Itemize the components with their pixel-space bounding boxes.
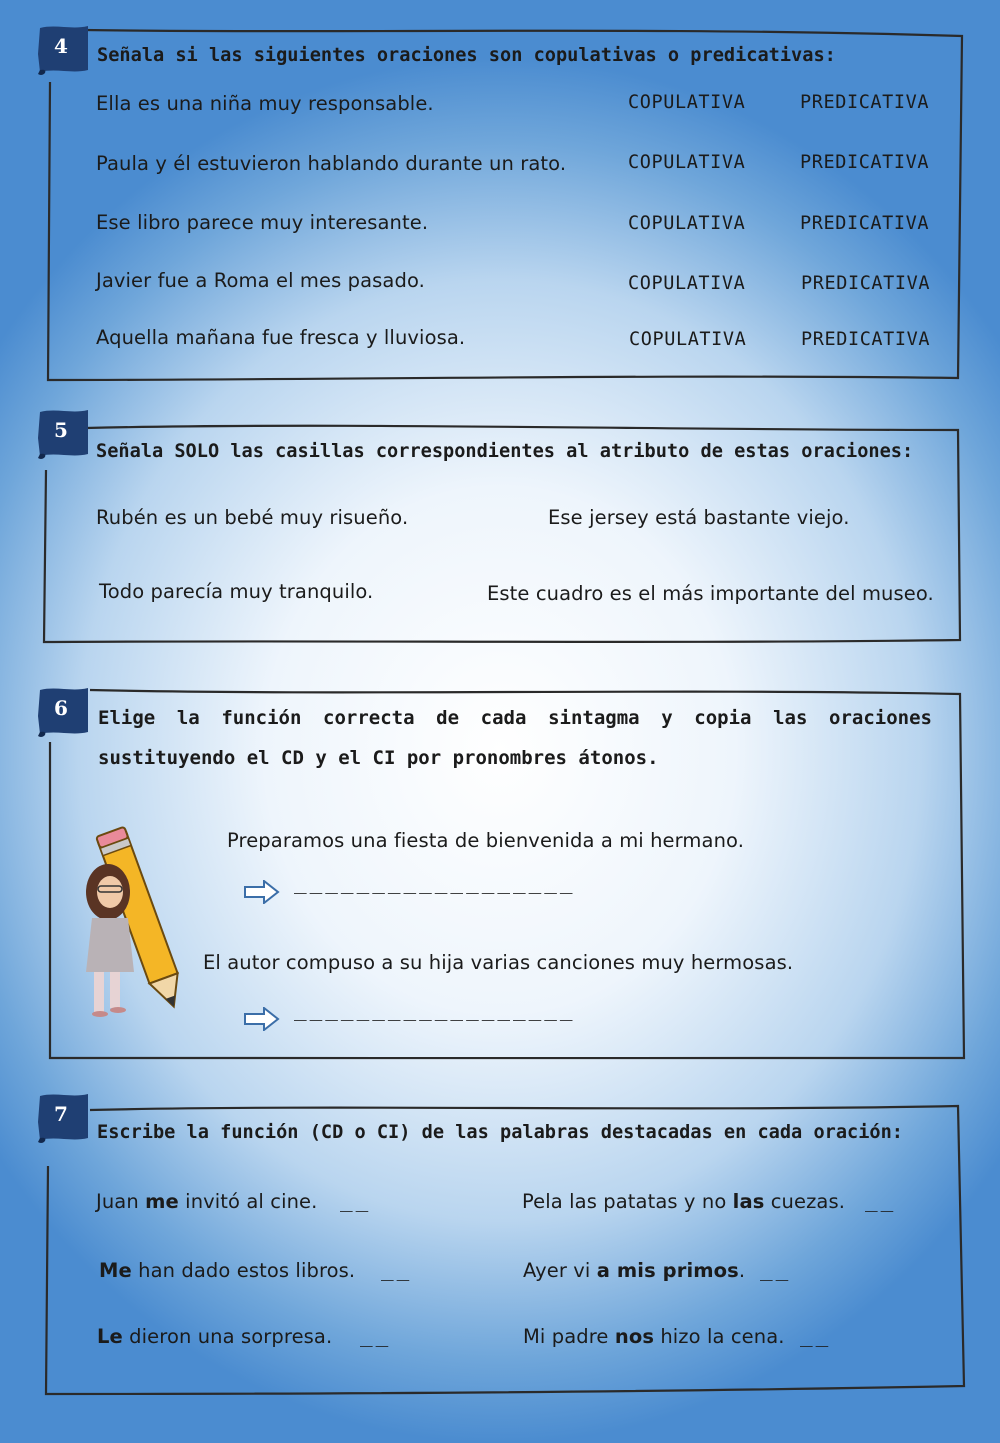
s6-sentence-1: Preparamos una fiesta de bienvenida a mi hermano. bbox=[227, 829, 745, 852]
section-7-title: Escribe la función (CD o CI) de las palabras destacadas en cada oración: bbox=[97, 1122, 903, 1143]
section-7 bbox=[44, 1102, 966, 1398]
s7-item-2-bold: las bbox=[732, 1190, 765, 1213]
s4-option-copulativa-2[interactable]: COPULATIVA bbox=[628, 152, 746, 173]
s4-option-predicativa-2[interactable]: PREDICATIVA bbox=[800, 152, 930, 173]
s4-sentence-4: Javier fue a Roma el mes pasado. bbox=[96, 269, 425, 292]
s4-sentence-2: Paula y él estuvieron hablando durante un rato. bbox=[96, 152, 567, 175]
s4-option-copulativa-1[interactable]: COPULATIVA bbox=[628, 92, 746, 113]
s7-item-1-after: invitó al cine. bbox=[178, 1190, 318, 1213]
s7-answer-1[interactable]: __ bbox=[340, 1188, 372, 1212]
s5-sentence-4[interactable]: Este cuadro es el más importante del museo. bbox=[487, 582, 934, 605]
s4-sentence-5: Aquella mañana fue fresca y lluviosa. bbox=[96, 326, 466, 349]
s7-item-6 bbox=[523, 1325, 785, 1348]
s7-item-1-bold: me bbox=[145, 1190, 179, 1213]
s7-item-4-after: . bbox=[738, 1259, 746, 1282]
s7-answer-5[interactable]: __ bbox=[360, 1323, 392, 1347]
s7-item-5-bold: Le bbox=[97, 1325, 123, 1348]
s4-sentence-1: Ella es una niña muy responsable. bbox=[96, 92, 434, 115]
s6-sentence-2: El autor compuso a su hija varias canciones muy hermosas. bbox=[203, 951, 794, 974]
s4-option-copulativa-5[interactable]: COPULATIVA bbox=[629, 329, 747, 350]
s7-answer-2[interactable]: __ bbox=[865, 1188, 897, 1212]
section-6-flag bbox=[36, 686, 94, 748]
s4-option-predicativa-5[interactable]: PREDICATIVA bbox=[801, 329, 931, 350]
section-5-flag bbox=[36, 408, 94, 470]
s7-item-4 bbox=[523, 1259, 745, 1282]
s7-item-2 bbox=[522, 1190, 845, 1213]
s5-sentence-3[interactable]: Todo parecía muy tranquilo. bbox=[99, 580, 374, 603]
s7-item-3-bold: Me bbox=[99, 1259, 132, 1282]
s7-item-1-before: Juan bbox=[96, 1190, 146, 1213]
s7-item-2-before: Pela las patatas y no bbox=[522, 1190, 733, 1213]
s7-item-5 bbox=[97, 1325, 332, 1348]
teacher-with-pencil bbox=[78, 822, 208, 1022]
s5-sentence-1[interactable]: Rubén es un bebé muy risueño. bbox=[96, 506, 409, 529]
s7-answer-6[interactable]: __ bbox=[800, 1323, 832, 1347]
section-6-title: Elige la función correcta de cada sintagma y copia las oraciones sustituyendo el CD y el CI por pronombres átonos. bbox=[98, 707, 932, 769]
s7-item-3 bbox=[99, 1259, 355, 1282]
right-arrow-icon bbox=[244, 880, 280, 904]
s7-item-6-after: hizo la cena. bbox=[654, 1325, 785, 1348]
s7-item-5-after: dieron una sorpresa. bbox=[122, 1325, 333, 1348]
s7-item-6-before: Mi padre bbox=[523, 1325, 615, 1348]
section-7-frame bbox=[44, 1102, 966, 1398]
s4-option-predicativa-1[interactable]: PREDICATIVA bbox=[800, 92, 930, 113]
s4-option-predicativa-4[interactable]: PREDICATIVA bbox=[801, 273, 931, 294]
s7-item-6-bold: nos bbox=[614, 1325, 655, 1348]
section-7-flag bbox=[36, 1092, 94, 1154]
section-6-number: 6 bbox=[54, 696, 68, 720]
s4-option-copulativa-3[interactable]: COPULATIVA bbox=[628, 213, 746, 234]
section-4-flag bbox=[36, 24, 94, 86]
s7-item-4-before: Ayer vi bbox=[523, 1259, 597, 1282]
s4-sentence-3: Ese libro parece muy interesante. bbox=[96, 211, 429, 234]
s4-option-copulativa-4[interactable]: COPULATIVA bbox=[628, 273, 746, 294]
right-arrow-icon bbox=[244, 1007, 280, 1031]
s6-answer-line-2[interactable]: __________________ bbox=[294, 997, 576, 1021]
section-4-number: 4 bbox=[54, 34, 68, 58]
s7-item-4-bold: a mis primos bbox=[596, 1259, 739, 1282]
section-4-title: Señala si las siguientes oraciones son copulativas o predicativas: bbox=[97, 45, 836, 66]
s7-item-2-after: cuezas. bbox=[764, 1190, 846, 1213]
section-5-title: Señala SOLO las casillas correspondientes al atributo de estas oraciones: bbox=[96, 441, 914, 462]
s4-option-predicativa-3[interactable]: PREDICATIVA bbox=[800, 213, 930, 234]
s7-answer-4[interactable]: __ bbox=[760, 1257, 792, 1281]
section-7-number: 7 bbox=[54, 1102, 68, 1126]
s7-answer-3[interactable]: __ bbox=[381, 1257, 413, 1281]
s6-answer-line-1[interactable]: __________________ bbox=[294, 870, 576, 894]
s7-item-3-after: han dado estos libros. bbox=[131, 1259, 356, 1282]
section-5-number: 5 bbox=[54, 418, 68, 442]
s5-sentence-2[interactable]: Ese jersey está bastante viejo. bbox=[548, 506, 850, 529]
s7-item-1 bbox=[96, 1190, 317, 1213]
